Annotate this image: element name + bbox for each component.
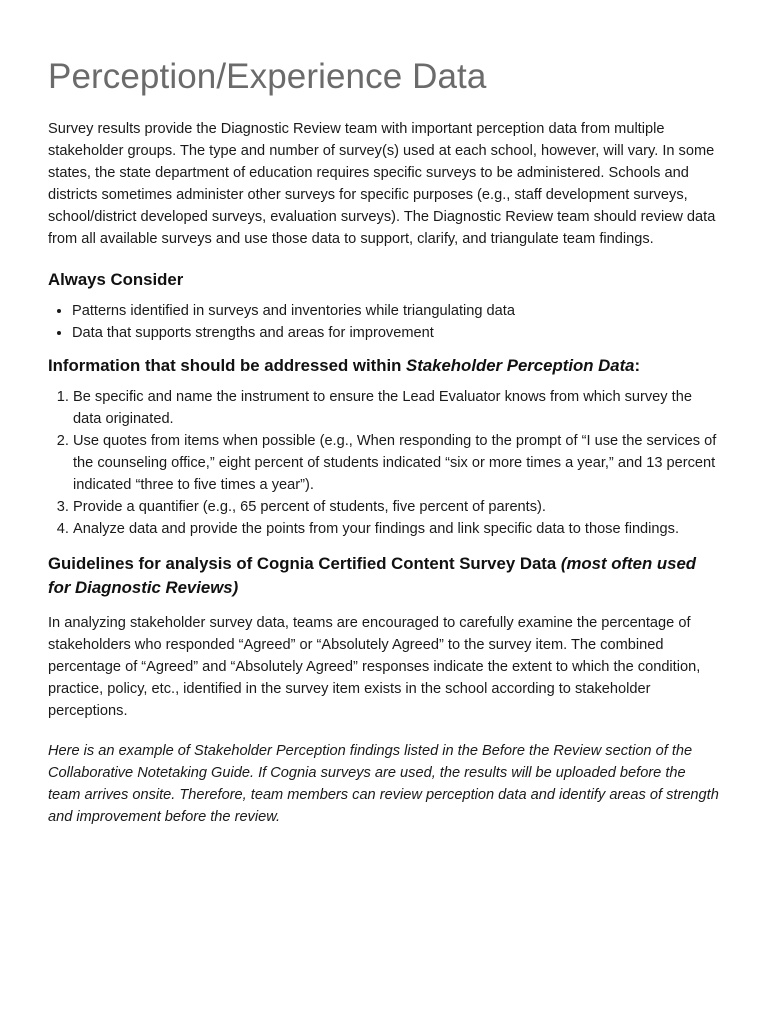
always-consider-list bbox=[48, 300, 720, 344]
always-consider-heading: Always Consider bbox=[48, 270, 184, 289]
guidelines-heading bbox=[48, 552, 720, 600]
information-list bbox=[48, 386, 720, 540]
information-heading-suffix: : bbox=[634, 356, 641, 375]
example-paragraph: Here is an example of Stakeholder Perception findings listed in the Before the Review section of the Collaborative Notetaking Guide. If Cognia surveys are used, the results will be uploaded before the team arrives onsite. Therefore, team members can review perception data and identify areas of strength and improvement before the review. bbox=[48, 743, 719, 825]
information-heading-prefix: Information that should be addressed within bbox=[48, 356, 407, 375]
list-item: 2. Use quotes from items when possible (e.g., When responding to the prompt of “I use the services of the counseling office,” eight percent of students indicated “six or more times a year,” and 13 percent indicated “three to five times a year”). bbox=[73, 430, 720, 496]
list-item: • Data that supports strengths and areas for improvement bbox=[72, 322, 720, 344]
page-title: Perception/Experience Data bbox=[48, 57, 487, 96]
guidelines-heading-emphasis: (most often used for Diagnostic Reviews) bbox=[48, 554, 697, 597]
list-item: 4. Analyze data and provide the points from your findings and link specific data to those findings. bbox=[73, 518, 720, 540]
list-item: 1. Be specific and name the instrument to ensure the Lead Evaluator knows from which survey the data originated. bbox=[73, 386, 720, 430]
guidelines-paragraph: In analyzing stakeholder survey data, teams are encouraged to carefully examine the percentage of stakeholders who responded “Agreed” or “Absolutely Agreed” to the survey item. The combined percentage of “Agreed” and “Absolutely Agreed” responses indicate the extent to which the condition, practice, policy, etc., identified in the survey item exists in the school according to stakeholder perceptions. bbox=[48, 615, 701, 719]
list-item: 3. Provide a quantifier (e.g., 65 percent of students, five percent of parents). bbox=[73, 496, 720, 518]
list-item: • Patterns identified in surveys and inventories while triangulating data bbox=[72, 300, 720, 322]
information-heading-emphasis: Stakeholder Perception Data bbox=[406, 356, 635, 375]
guidelines-heading-prefix: Guidelines for analysis of Cognia Certified Content Survey Data bbox=[48, 554, 561, 573]
intro-paragraph: Survey results provide the Diagnostic Review team with important perception data from multiple stakeholder groups. The type and number of survey(s) used at each school, however, will vary. In some states, the state department of education requires specific surveys to be administered. Schools and districts sometimes administer other surveys for specific purposes (e.g., staff development surveys, school/district developed surveys, evaluation surveys). The Diagnostic Review team should review data from all available surveys and use those data to support, clarify, and triangulate team findings. bbox=[48, 121, 716, 247]
information-heading bbox=[48, 354, 720, 378]
